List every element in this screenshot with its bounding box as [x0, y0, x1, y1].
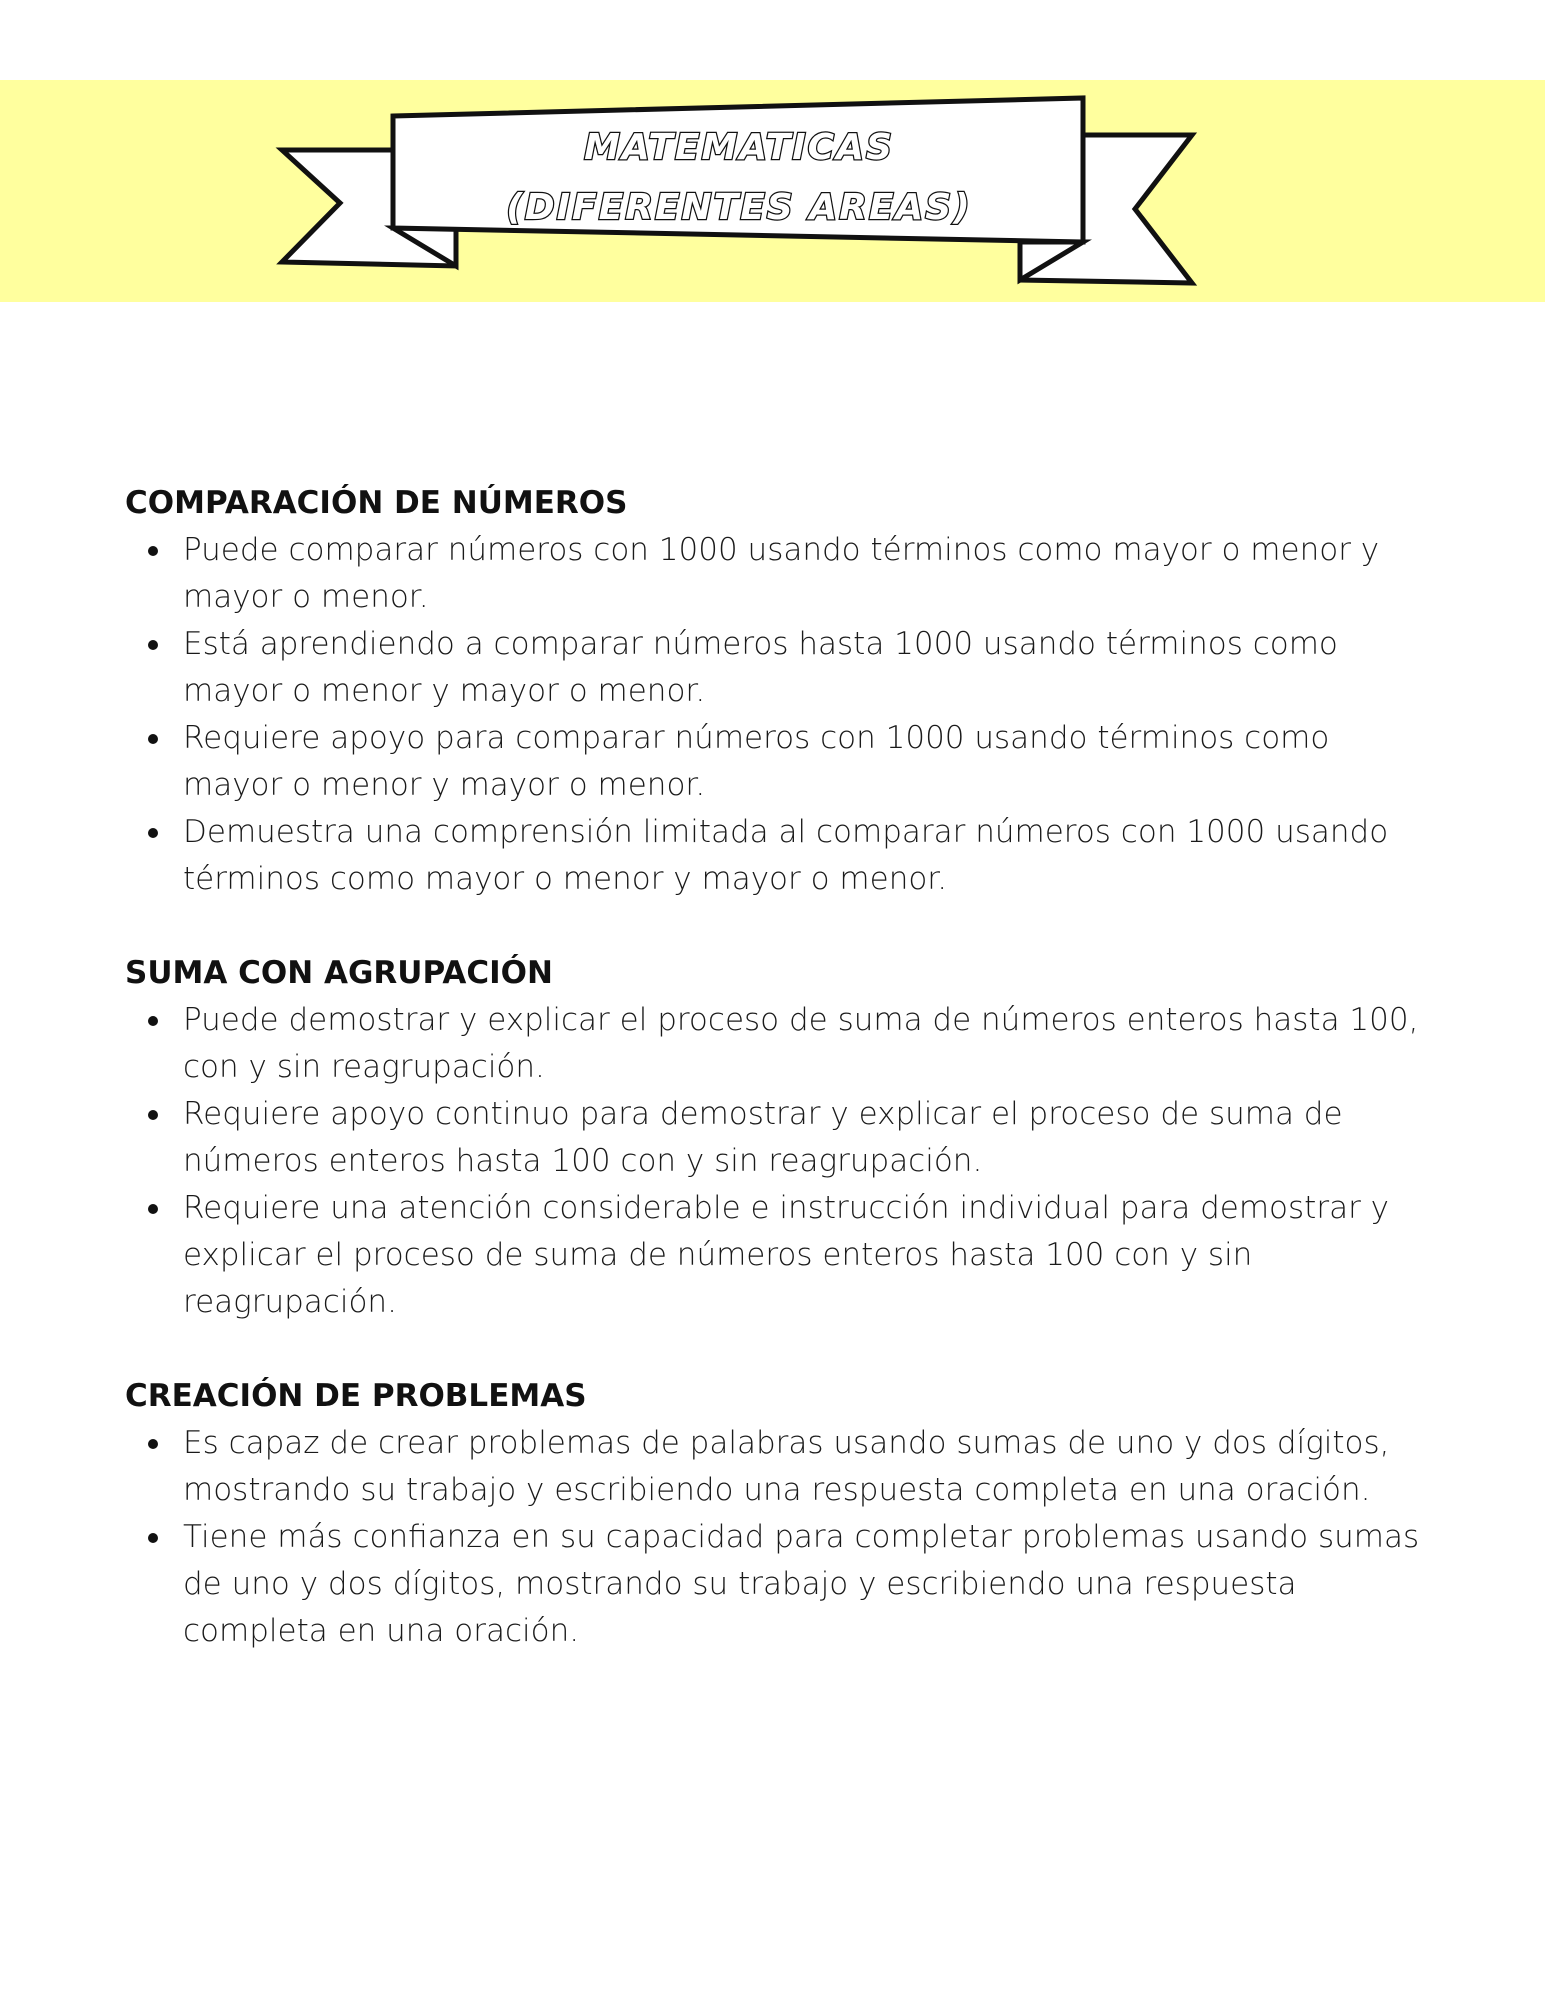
bullet-icon — [148, 1204, 158, 1214]
bullet-list — [125, 997, 1425, 1326]
section-title: SUMA CON AGRUPACIÓN — [125, 955, 553, 991]
list-item-text: Demuestra una comprensión limitada al comparar números con 1000 usando términos como mayor o menor y mayor o menor. — [183, 814, 1389, 897]
list-item — [125, 527, 1425, 621]
list-item-text: Está aprendiendo a comparar números hasta 1000 usando términos como mayor o menor y mayor o menor. — [183, 626, 1338, 709]
bullet-icon — [148, 1110, 158, 1120]
list-item — [125, 1420, 1425, 1514]
list-item-text: Es capaz de crear problemas de palabras usando sumas de uno y dos dígitos, mostrando su trabajo y escribiendo una respuesta completa en una oración. — [183, 1425, 1390, 1508]
section-comparacion — [125, 480, 1425, 903]
bullet-icon — [148, 734, 158, 744]
document-body — [125, 480, 1425, 1702]
list-item-text: Tiene más confianza en su capacidad para completar problemas usando sumas de uno y dos dígitos, mostrando su trabajo y escribiendo una respuesta completa en una oración. — [183, 1519, 1420, 1649]
list-item-text: Requiere apoyo para comparar números con 1000 usando términos como mayor o menor y mayor o menor. — [183, 720, 1330, 803]
banner-title — [398, 118, 1080, 238]
bullet-icon — [148, 640, 158, 650]
list-item — [125, 997, 1425, 1091]
list-item — [125, 715, 1425, 809]
bullet-list — [125, 1420, 1425, 1655]
bullet-icon — [148, 546, 158, 556]
bullet-list — [125, 527, 1425, 903]
bullet-icon — [148, 1439, 158, 1449]
list-item-text: Requiere una atención considerable e instrucción individual para demostrar y explicar el proceso de suma de números enteros hasta 100 con y sin reagrupación. — [183, 1190, 1390, 1320]
bullet-icon — [148, 828, 158, 838]
section-title: CREACIÓN DE PROBLEMAS — [125, 1378, 587, 1414]
section-creacion — [125, 1373, 1425, 1655]
bullet-icon — [148, 1533, 158, 1543]
section-title: COMPARACIÓN DE NÚMEROS — [125, 485, 628, 521]
list-item — [125, 1514, 1425, 1655]
list-item-text: Puede demostrar y explicar el proceso de suma de números enteros hasta 100, con y sin reagrupación. — [183, 1002, 1419, 1085]
bullet-icon — [148, 1016, 158, 1026]
list-item — [125, 1091, 1425, 1185]
list-item-text: Requiere apoyo continuo para demostrar y explicar el proceso de suma de números enteros hasta 100 con y sin reagrupación. — [183, 1096, 1343, 1179]
list-item — [125, 809, 1425, 903]
list-item-text: Puede comparar números con 1000 usando términos como mayor o menor y mayor o menor. — [183, 532, 1380, 615]
banner-title-line2: (DIFERENTES AREAS) — [506, 187, 972, 228]
section-suma — [125, 950, 1425, 1326]
banner-title-line1: MATEMATICAS — [584, 127, 894, 168]
list-item — [125, 1185, 1425, 1326]
list-item — [125, 621, 1425, 715]
